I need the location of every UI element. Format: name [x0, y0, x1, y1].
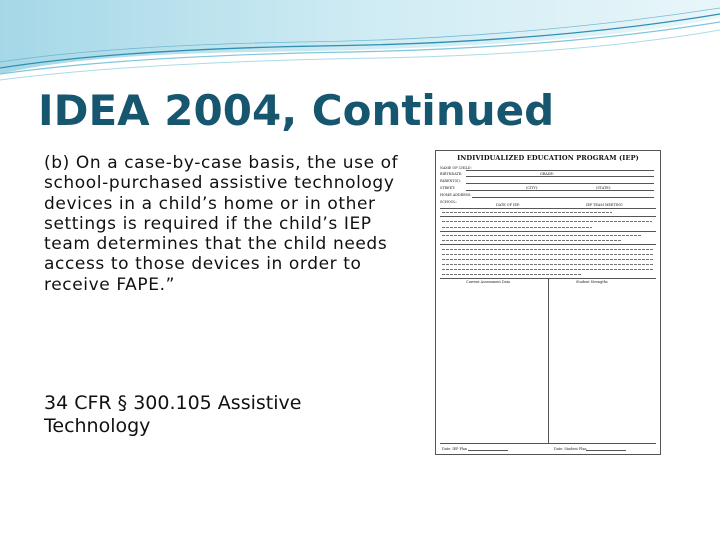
slide-title: IDEA 2004, Continued: [38, 86, 555, 135]
form-label-parents: PARENT(S):: [440, 179, 461, 183]
form-label-street: STREET:: [440, 186, 456, 190]
form-label-birthdate: BIRTHDATE:: [440, 172, 463, 176]
form-col-student-strengths: Student Strengths: [576, 280, 608, 284]
citation-text: 34 CFR § 300.105 Assistive Technology: [44, 392, 302, 437]
form-label-date-of-iep: DATE OF IEP:: [496, 203, 521, 207]
form-label-school: SCHOOL:: [440, 200, 457, 204]
form-label-name: NAME OF CHILD:: [440, 166, 472, 170]
header-wave-decoration: [0, 0, 720, 100]
form-sign-right: Date: Student Plan: [554, 447, 587, 451]
form-col-current-assessment: Current Assessment Data: [466, 280, 511, 284]
form-label-grade: GRADE:: [540, 172, 555, 176]
form-sign-left: Date: IEP Plan: [442, 447, 468, 451]
form-label-city: (CITY):: [526, 186, 539, 190]
body-paragraph: (b) On a case-by-case basis, the use of school-purchased assistive technology devices in a child’s home or in other settings is required if the child’s IEP team determines that the child needs access to those devices in order to receive FAPE.”: [44, 153, 399, 295]
form-label-state: (STATE):: [596, 186, 612, 190]
form-label-home-address: HOME ADDRESS:: [440, 193, 472, 197]
form-label-iep-meeting: IEP TEAM MEETING: [586, 203, 623, 207]
iep-form-image: [435, 150, 661, 455]
iep-form-title: INDIVIDUALIZED EDUCATION PROGRAM (IEP): [457, 154, 639, 162]
